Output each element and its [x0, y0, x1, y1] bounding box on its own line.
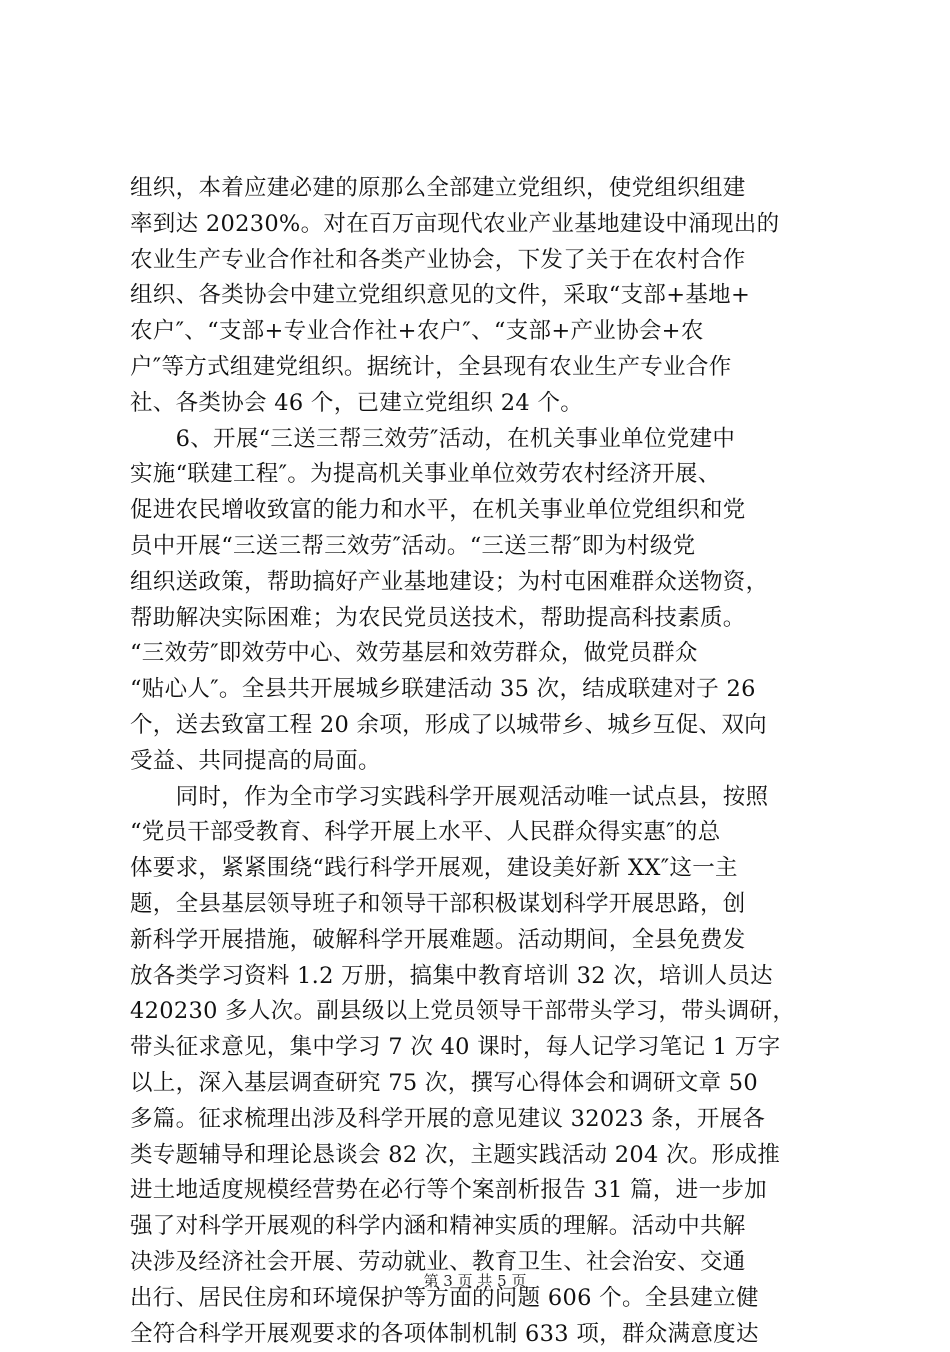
text-line: 农业生产专业合作社和各类产业协会，下发了关于在农村合作	[130, 243, 826, 279]
text-line: 进土地适度规模经营势在必行等个案剖析报告 31 篇，进一步加	[130, 1173, 826, 1209]
text-line: 受益、共同提高的局面。	[130, 744, 826, 780]
text-line: 同时，作为全市学习实践科学开展观活动唯一试点县，按照	[130, 780, 826, 816]
text-line: “三效劳″即效劳中心、效劳基层和效劳群众，做党员群众	[130, 636, 826, 672]
text-line: 类专题辅导和理论恳谈会 82 次，主题实践活动 204 次。形成推	[130, 1138, 826, 1174]
text-line: 帮助解决实际困难；为农民党员送技术，帮助提高科技素质。	[130, 601, 826, 637]
text-line: 多篇。征求梳理出涉及科学开展的意见建议 32023 条，开展各	[130, 1102, 826, 1138]
text-line: 组织送政策，帮助搞好产业基地建设；为村屯困难群众送物资，	[130, 565, 826, 601]
text-line: 组织、各类协会中建立党组织意见的文件，采取“支部+基地+	[130, 278, 826, 314]
text-line: 420230 多人次。副县级以上党员领导干部带头学习，带头调研，	[130, 994, 826, 1030]
text-line: 题，全县基层领导班子和领导干部积极谋划科学开展思路，创	[130, 887, 826, 923]
document-body	[130, 171, 826, 1352]
text-line: 新科学开展措施，破解科学开展难题。活动期间，全县免费发	[130, 923, 826, 959]
text-line: 员中开展“三送三帮三效劳″活动。“三送三帮″即为村级党	[130, 529, 826, 565]
text-line: 体要求，紧紧围绕“践行科学开展观，建设美好新 XX″这一主	[130, 851, 826, 887]
text-line: 户″等方式组建党组织。据统计，全县现有农业生产专业合作	[130, 350, 826, 386]
text-line: 全符合科学开展观要求的各项体制机制 633 项，群众满意度达	[130, 1317, 826, 1352]
text-line: 促进农民增收致富的能力和水平，在机关事业单位党组织和党	[130, 493, 826, 529]
text-line: 出行、居民住房和环境保护等方面的问题 606 个。全县建立健	[130, 1281, 826, 1317]
text-line: 6、开展“三送三帮三效劳″活动，在机关事业单位党建中	[130, 422, 826, 458]
text-line: “贴心人″。全县共开展城乡联建活动 35 次，结成联建对子 26	[130, 672, 826, 708]
text-line: 决涉及经济社会开展、劳动就业、教育卫生、社会治安、交通	[130, 1245, 826, 1281]
page-number: 第 3 页 共 5 页	[424, 1272, 527, 1290]
page-footer	[0, 1271, 950, 1291]
text-line: 社、各类协会 46 个，已建立党组织 24 个。	[130, 386, 826, 422]
text-line: 率到达 20230%。对在百万亩现代农业产业基地建设中涌现出的	[130, 207, 826, 243]
text-line: 组织，本着应建必建的原那么全部建立党组织，使党组织组建	[130, 171, 826, 207]
text-line: 强了对科学开展观的科学内涵和精神实质的理解。活动中共解	[130, 1209, 826, 1245]
text-line: 个，送去致富工程 20 余项，形成了以城带乡、城乡互促、双向	[130, 708, 826, 744]
text-line: 实施“联建工程″。为提高机关事业单位效劳农村经济开展、	[130, 457, 826, 493]
text-line: 农户″、“支部+专业合作社+农户″、“支部+产业协会+农	[130, 314, 826, 350]
text-line: 带头征求意见，集中学习 7 次 40 课时，每人记学习笔记 1 万字	[130, 1030, 826, 1066]
text-line: 放各类学习资料 1.2 万册，搞集中教育培训 32 次，培训人员达	[130, 959, 826, 995]
text-line: “党员干部受教育、科学开展上水平、人民群众得实惠″的总	[130, 815, 826, 851]
text-line: 以上，深入基层调查研究 75 次，撰写心得体会和调研文章 50	[130, 1066, 826, 1102]
